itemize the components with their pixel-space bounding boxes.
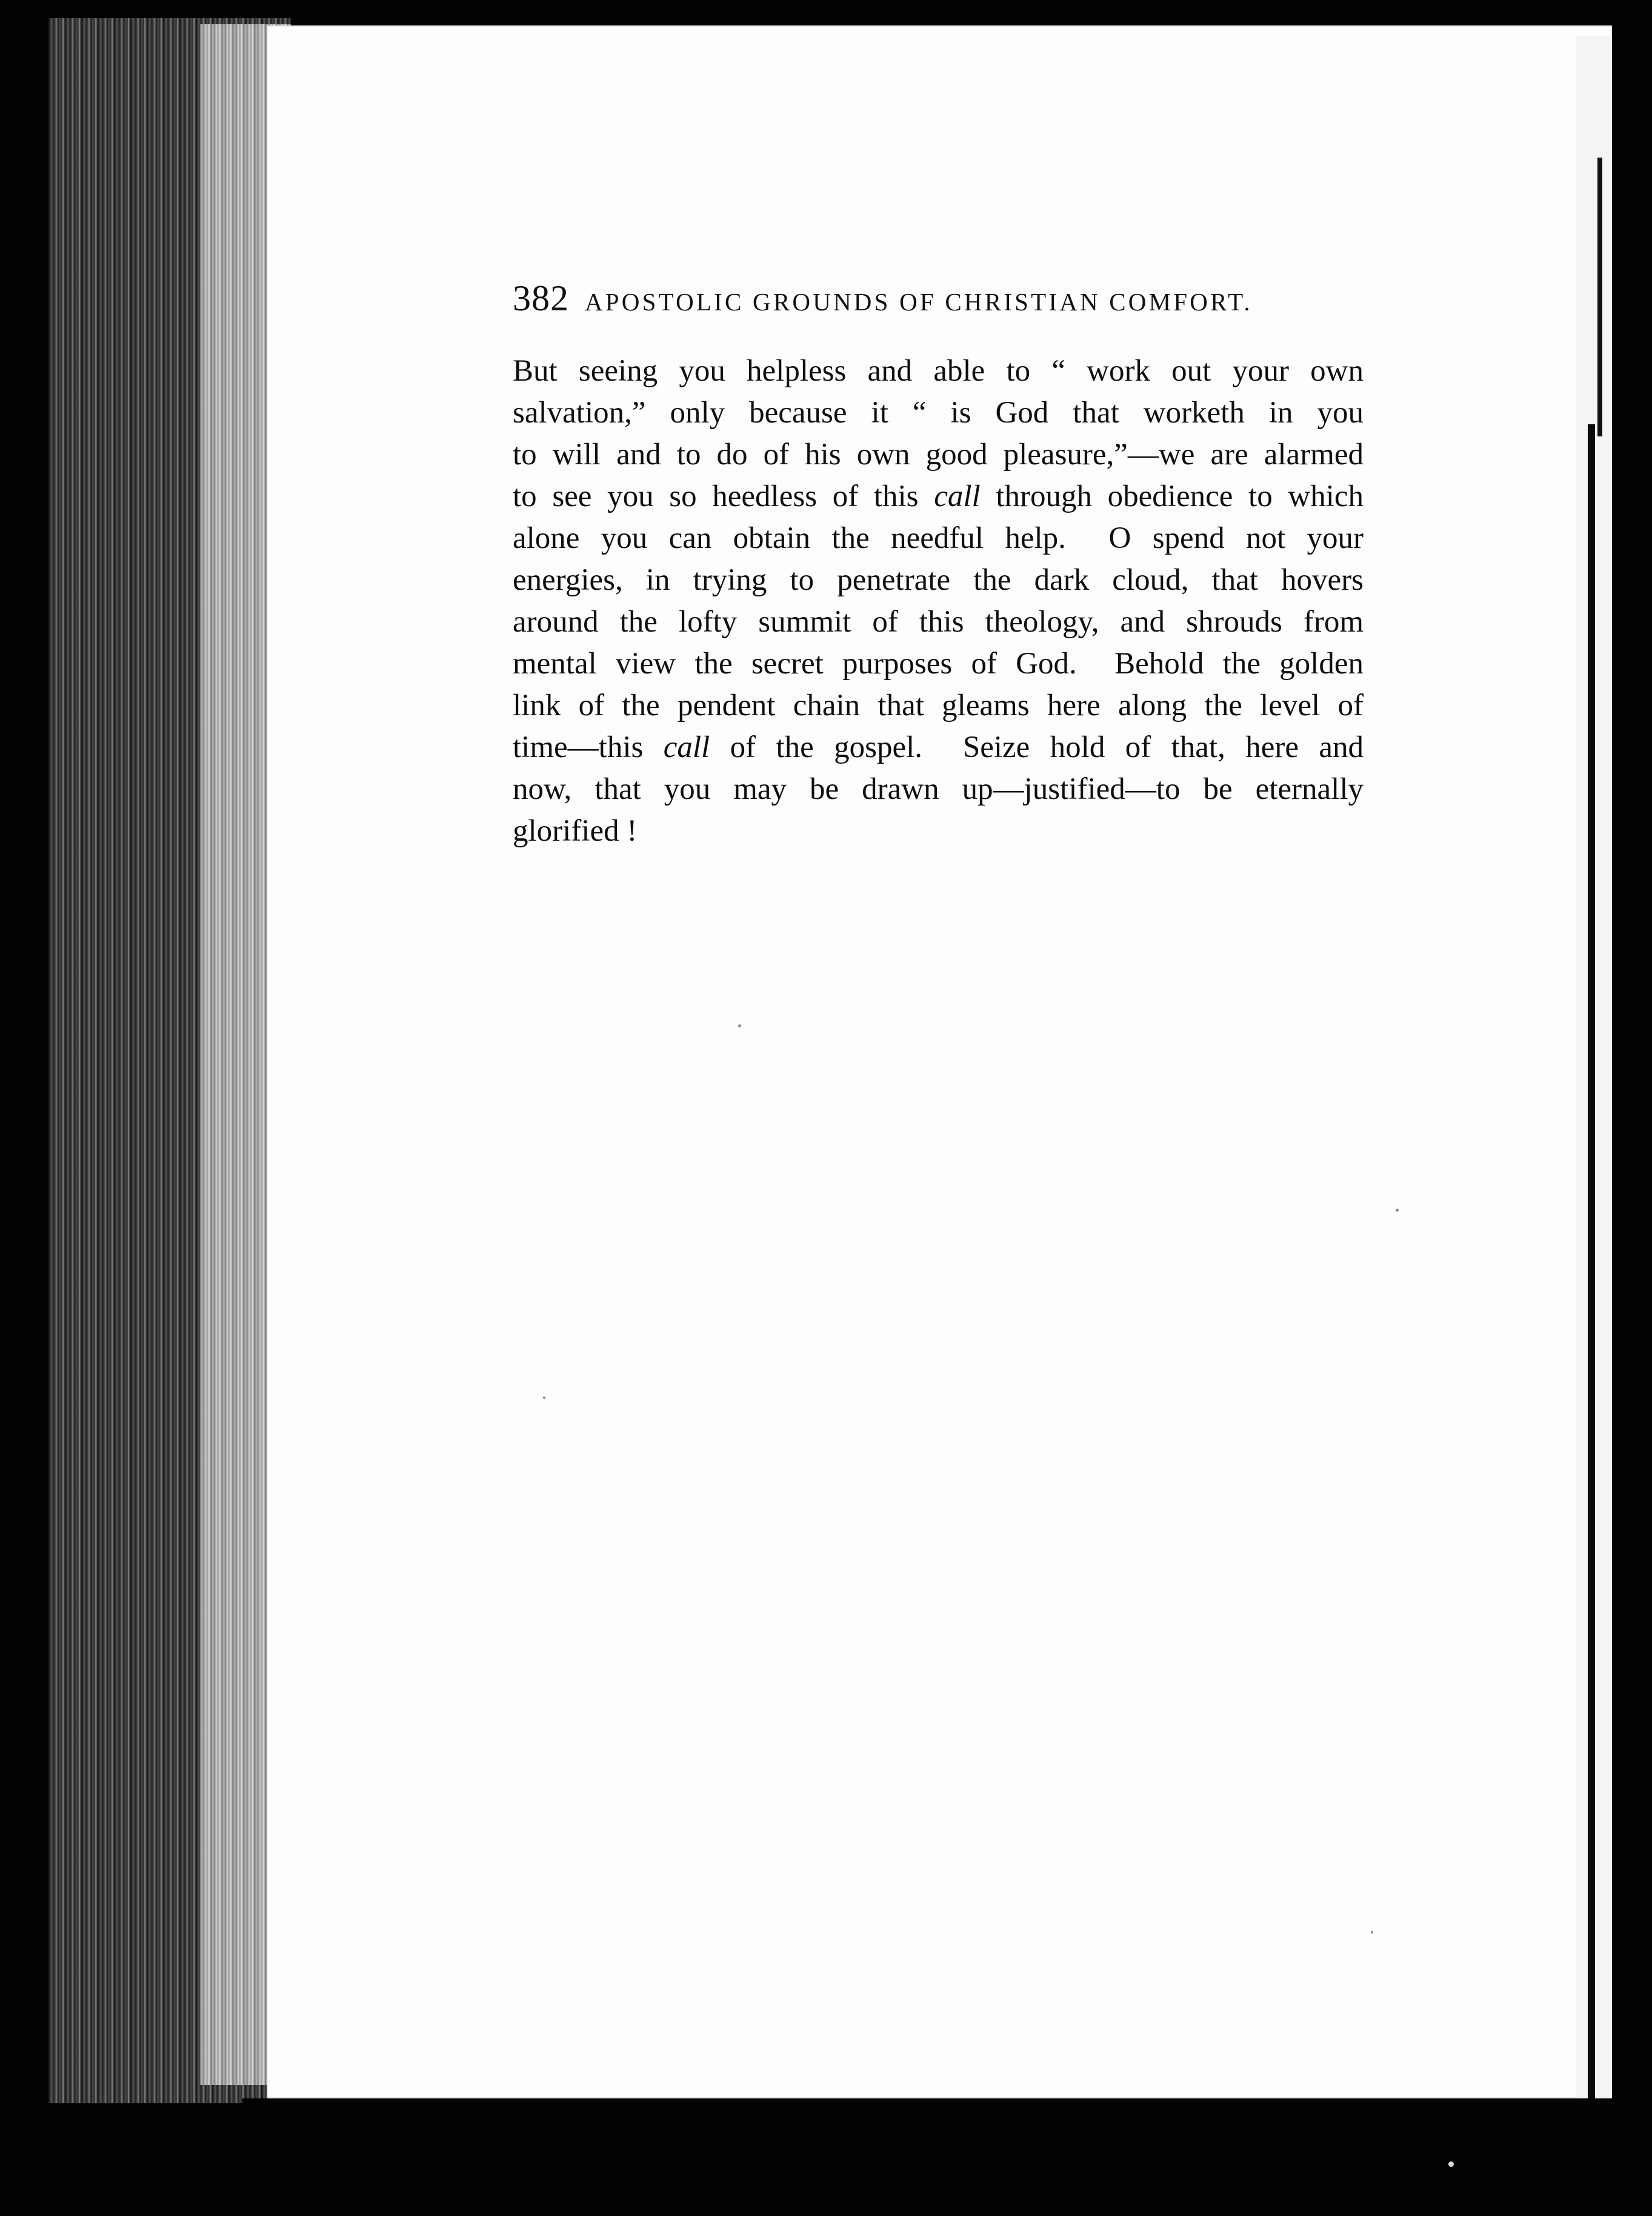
- text-segment: to will and to do of his own good pleasure,”—we are alarmed: [513, 438, 1364, 472]
- right-binding-mark: [1588, 424, 1595, 2115]
- text-line: [513, 643, 1364, 685]
- running-title: APOSTOLIC GROUNDS OF CHRISTIAN COMFORT.: [585, 288, 1253, 316]
- bottom-scan-border: [242, 2098, 1652, 2216]
- body-paragraph: [513, 350, 1364, 852]
- text-line: [513, 601, 1364, 643]
- text-segment: link of the pendent chain that gleams here along the level of: [513, 689, 1364, 723]
- italic-text-segment: call: [663, 730, 710, 764]
- book-page: [267, 25, 1612, 2098]
- text-segment: to see you so heedless of this: [513, 479, 934, 513]
- text-segment: around the lofty summit of this theology, and shrouds from: [513, 605, 1364, 639]
- text-segment: mental view the secret purposes of God. Behold the golden: [513, 647, 1364, 681]
- text-segment: But seeing you helpless and able to “ work out your own: [513, 354, 1364, 388]
- text-line: [513, 392, 1364, 434]
- text-line: [513, 559, 1364, 601]
- dust-speck: [1371, 1931, 1373, 1934]
- text-segment: glorified !: [513, 814, 638, 848]
- right-binding-mark-top: [1597, 158, 1602, 436]
- running-head: [513, 278, 1355, 326]
- dust-speck: [543, 1397, 545, 1399]
- text-segment: of the gospel. Seize hold of that, here and: [710, 730, 1364, 764]
- page-number: 382: [513, 278, 569, 318]
- italic-text-segment: call: [934, 479, 981, 513]
- text-line: [513, 727, 1364, 769]
- dust-speck: [1396, 1209, 1399, 1212]
- dust-speck: [1448, 2161, 1454, 2167]
- text-segment: time—this: [513, 730, 664, 764]
- text-segment: now, that you may be drawn up—justified—to be eternally: [513, 772, 1364, 806]
- text-line: [513, 350, 1364, 392]
- text-line: [513, 685, 1364, 727]
- text-line: [513, 476, 1364, 518]
- text-segment: salvation,” only because it “ is God that worketh in you: [513, 396, 1364, 430]
- text-segment: energies, in trying to penetrate the dark cloud, that hovers: [513, 563, 1364, 597]
- text-line: [513, 810, 1364, 852]
- text-line: [513, 769, 1364, 810]
- text-segment: alone you can obtain the needful help. O spend not your: [513, 521, 1364, 555]
- dust-speck: [738, 1024, 741, 1027]
- text-line: [513, 434, 1364, 476]
- text-line: [513, 518, 1364, 559]
- text-segment: through obedience to which: [980, 479, 1364, 513]
